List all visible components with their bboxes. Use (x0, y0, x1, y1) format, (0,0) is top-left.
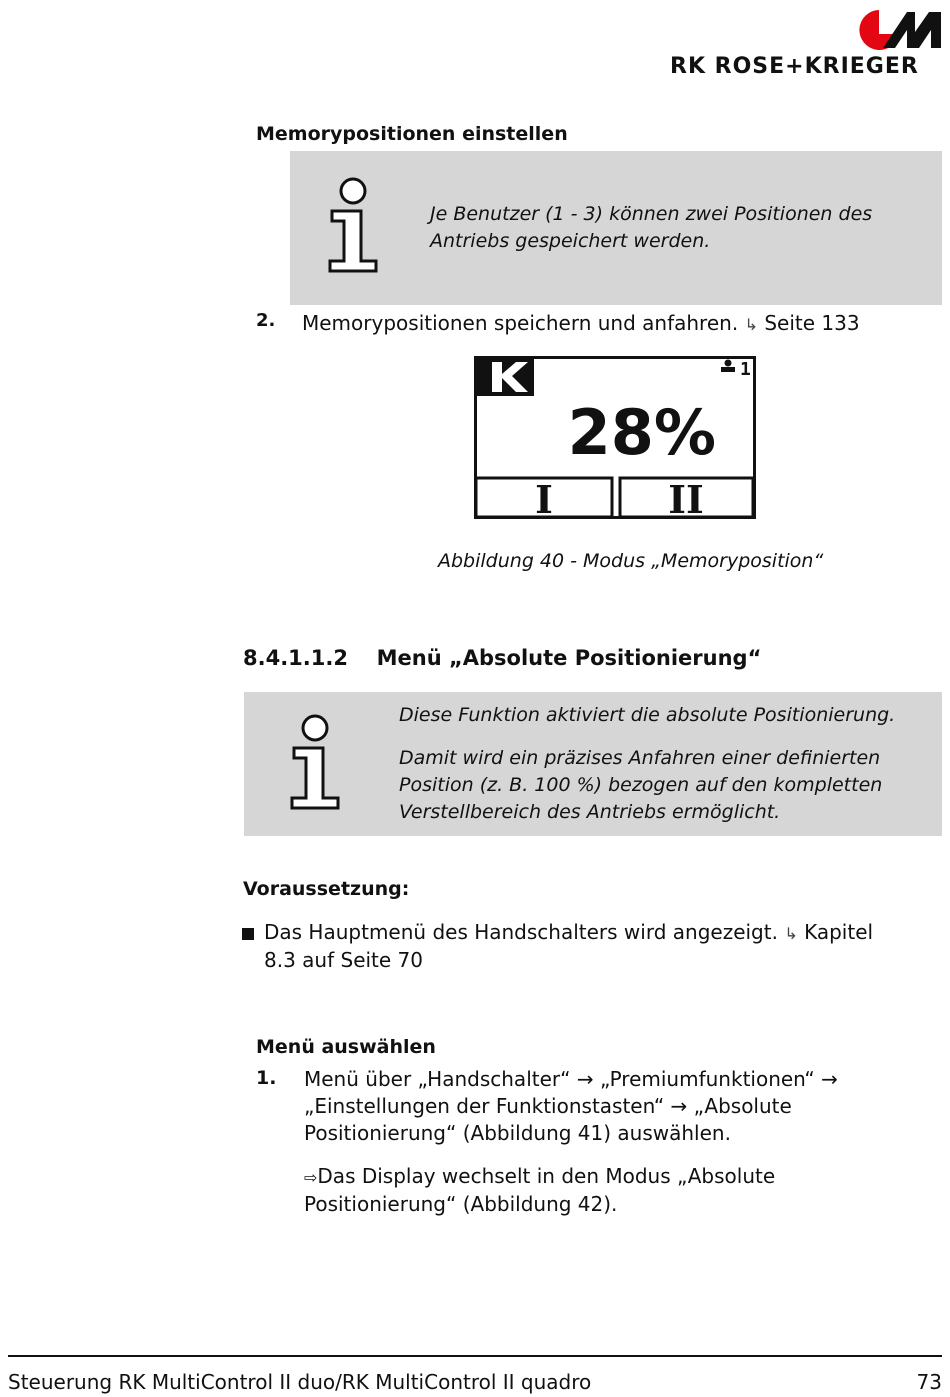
figure-caption: Abbildung 40 - Modus „Memoryposition“ (438, 550, 824, 572)
display-percent: 28% (567, 396, 716, 469)
footer-rule (8, 1355, 942, 1357)
prerequisite-item (264, 919, 894, 974)
info-icon (326, 177, 384, 275)
memory-display-figure (474, 356, 756, 519)
result-arrow-icon: ⇨ (304, 1168, 318, 1187)
absolute-note-box (244, 692, 942, 836)
page-number: 73 (916, 1370, 942, 1394)
display-user-number: 1 (740, 359, 751, 380)
display-button-2: II (668, 477, 704, 519)
result-text: Das Display wechselt in den Modus „Absolute Positionierung“ (Abbildung 42). (304, 1164, 776, 1216)
cross-reference-arrow-icon: ↳ (784, 924, 798, 943)
section-number: 8.4.1.1.2 (243, 646, 348, 670)
select-menu-heading: Menü auswählen (256, 1036, 436, 1058)
memory-heading: Memorypositionen einstellen (256, 123, 568, 145)
section-title: Menü „Absolute Positionierung“ (376, 646, 762, 670)
cross-reference-arrow-icon: ↳ (744, 315, 758, 334)
rose-krieger-logo-icon (855, 8, 943, 50)
absolute-note-line2: Damit wird ein präzises Anfahren einer definierten Position (z. B. 100 %) bezogen auf den kompletten Verstellbereich des Antriebs ermöglicht. (399, 747, 883, 823)
section-heading (243, 646, 761, 670)
brand-name: RK ROSE+KRIEGER (670, 54, 919, 79)
rk-flag-icon (476, 358, 534, 396)
display-button-1: I (535, 477, 553, 519)
select-step-text: Menü über „Handschalter“ → „Premiumfunktionen“ → „Einstellungen der Funktionstasten“ → „Absolute Positionierung“ (Abbildung 41) auswählen. (304, 1067, 838, 1145)
bullet-square-icon (242, 928, 254, 940)
memory-step-text (302, 310, 860, 338)
memory-step-reference[interactable]: Seite 133 (764, 311, 860, 335)
absolute-note-line1: Diese Funktion aktiviert die absolute Positionierung. (399, 704, 896, 726)
step-number: 1. (256, 1067, 277, 1089)
step-number: 2. (256, 310, 276, 331)
prerequisite-heading: Voraussetzung: (243, 878, 410, 900)
memory-note-text: Je Benutzer (1 - 3) können zwei Positionen des Antriebs gespeichert werden. (430, 203, 873, 252)
info-icon (288, 714, 346, 812)
result-text-block (304, 1163, 914, 1218)
prerequisite-reference[interactable]: Kapitel 8.3 auf Seite 70 (264, 920, 874, 972)
footer-title: Steuerung RK MultiControl II duo/RK MultiControl II quadro (8, 1370, 592, 1394)
prerequisite-text: Das Hauptmenü des Handschalters wird angezeigt. (264, 920, 778, 944)
memory-step-label: Memorypositionen speichern und anfahren. (302, 311, 739, 335)
memory-note-box (290, 151, 942, 305)
